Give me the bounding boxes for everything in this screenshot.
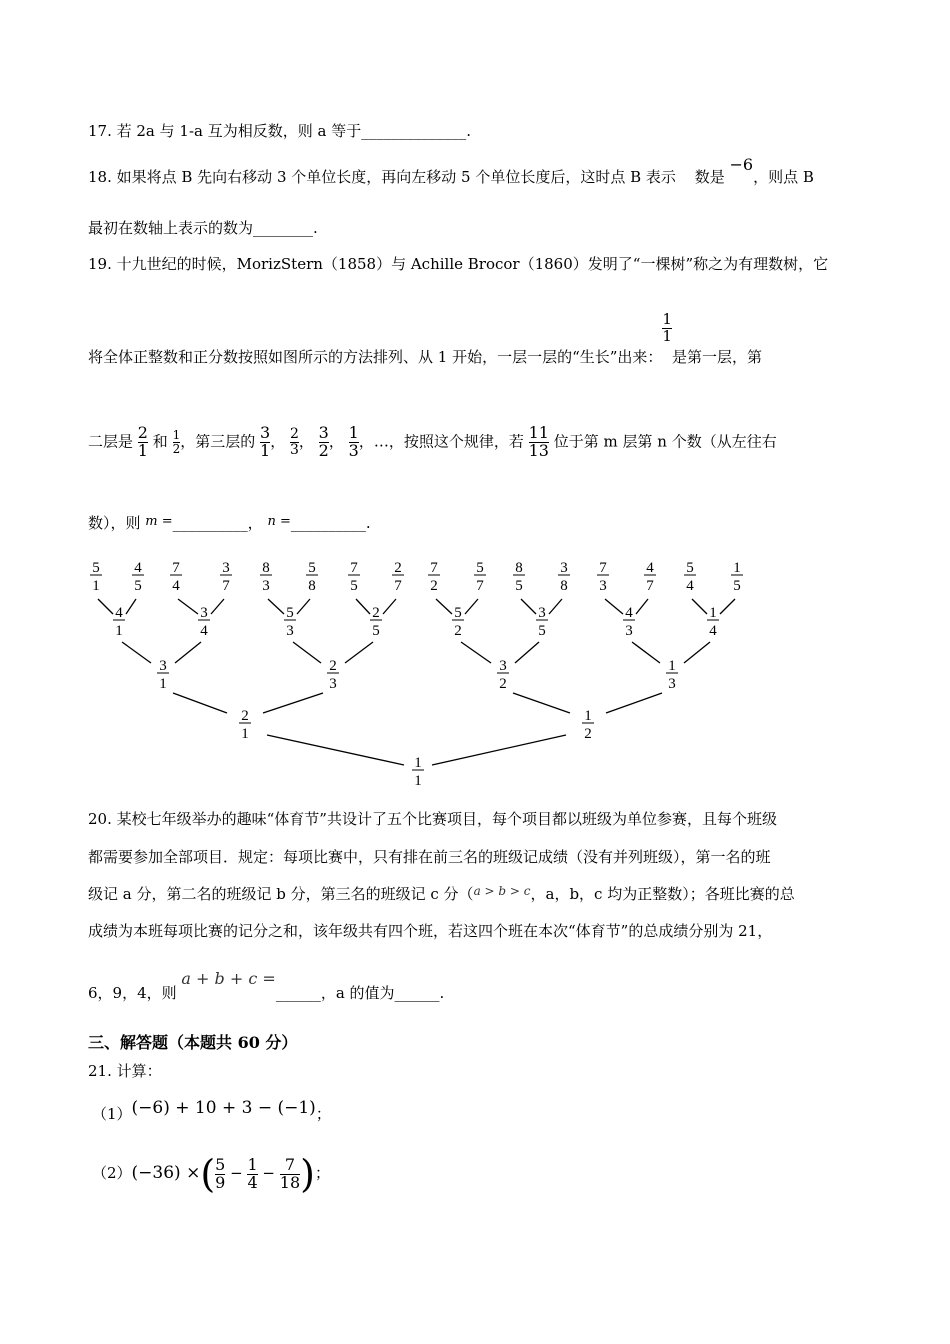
frac-numerator: 3 [260, 423, 271, 442]
p2-prefix: (−36) × [131, 1163, 201, 1183]
p2-end: ； [314, 1164, 330, 1182]
tree-node-level5 [428, 560, 440, 594]
tree-edge [513, 693, 570, 713]
q17-text: 17. 若 2a 与 1-a 互为相反数，则 a 等于 [88, 122, 362, 140]
tree-numerator: 5 [454, 605, 462, 621]
tree-edge [605, 599, 623, 614]
tree-numerator: 5 [92, 560, 100, 576]
tree-denominator: 3 [262, 578, 270, 594]
q20-line2: 都需要参加全部项目．规定：每项比赛中，只有排在前三名的班级记成绩（没有并列班级），第一名的班 [88, 848, 771, 866]
frac-denominator: 1 [662, 326, 672, 345]
p2-frac-2 [247, 1154, 258, 1192]
frac-numerator: 1 [247, 1154, 258, 1174]
q19-line4 [88, 512, 371, 533]
tree-numerator: 3 [200, 605, 208, 621]
q20-line3 [88, 883, 795, 904]
tree-edge [345, 642, 373, 663]
tree-node-level5 [220, 560, 232, 594]
q18-line2: 最初在数轴上表示的数为________. [88, 219, 318, 237]
tree-edge [515, 642, 539, 663]
p1-label: （1） [92, 1105, 132, 1123]
tree-numerator: 5 [476, 560, 484, 576]
tree-numerator: 7 [172, 560, 180, 576]
tree-numerator: 1 [733, 560, 741, 576]
tree-numerator: 5 [286, 605, 294, 621]
tree-edge [465, 599, 478, 614]
tree-numerator: 7 [350, 560, 358, 576]
q20-line4: 成绩为本班每项比赛的记分之和，该年级共有四个班，若这四个班在本次“体育节”的总成绩分别为 21， [88, 922, 773, 940]
tree-denominator: 3 [668, 676, 676, 692]
tree-denominator: 2 [584, 726, 592, 742]
tree-denominator: 3 [625, 623, 633, 639]
tree-numerator: 2 [394, 560, 402, 576]
tree-edge [521, 599, 536, 614]
tree-node-level3 [666, 658, 678, 692]
tree-node-level5 [348, 560, 360, 594]
tree-edge [98, 599, 113, 614]
q20-expression: a + b + c = [181, 969, 276, 988]
tree-denominator: 2 [454, 623, 462, 639]
q19-text-f: ，…，按照这个规律，若 [358, 432, 524, 451]
tree-edge [692, 599, 707, 614]
tree-denominator: 1 [414, 773, 422, 789]
tree-edge [293, 642, 321, 663]
tree-node-level4 [284, 605, 296, 639]
tree-numerator: 3 [538, 605, 546, 621]
tree-numerator: 1 [668, 658, 676, 674]
tree-numerator: 7 [599, 560, 607, 576]
blank-n: __________. [290, 514, 371, 532]
tree-numerator: 5 [686, 560, 694, 576]
right-paren: ) [300, 1152, 315, 1196]
tree-node-level5 [513, 560, 525, 594]
frac-denominator: 9 [215, 1172, 226, 1192]
tree-denominator: 7 [646, 578, 654, 594]
tree-denominator: 8 [308, 578, 316, 594]
q19-line1: 19. 十九世纪的时候，MorizStern（1858）与 Achille Brocor（1860）发明了“一棵树”称之为有理数树，它 [88, 255, 829, 273]
tree-numerator: 1 [709, 605, 717, 621]
tree-node-level2 [239, 708, 251, 742]
q20-condition: a > b > c [473, 884, 531, 898]
tree-denominator: 5 [134, 578, 142, 594]
tree-numerator: 1 [414, 755, 422, 771]
frac-denominator: 1 [260, 440, 271, 460]
tree-edge [122, 642, 151, 663]
q19-text-c: 二层是 [88, 432, 134, 451]
frac-denominator: 4 [247, 1172, 258, 1192]
section-title: 三、解答题（本题共 60 分） [88, 1033, 298, 1052]
tree-denominator: 2 [430, 578, 438, 594]
layer3-frac-1 [260, 425, 270, 460]
tree-edge [684, 642, 710, 663]
q19-text-a: 将全体正整数和正分数按照如图所示的方法排列、从 1 开始，一层一层的“生长”出来： [88, 348, 663, 367]
tree-numerator: 8 [515, 560, 523, 576]
tree-denominator: 1 [159, 676, 167, 692]
frac-denominator: 3 [289, 441, 299, 458]
tree-node-level5 [474, 560, 486, 594]
layer3-frac-3 [319, 425, 329, 460]
n-label: n = [267, 514, 291, 529]
tree-numerator: 7 [430, 560, 438, 576]
frac-numerator: 1 [348, 423, 359, 442]
tree-node-level4 [623, 605, 635, 639]
layer3-frac-4 [349, 425, 359, 460]
tree-node-level5 [684, 560, 696, 594]
frac-numerator: 1 [662, 310, 672, 328]
tree-numerator: 4 [115, 605, 123, 621]
tree-numerator: 3 [159, 658, 167, 674]
frac-denominator: 18 [279, 1172, 301, 1192]
tree-edge [268, 599, 284, 614]
tree-node-level3 [497, 658, 509, 692]
q19-first-fraction [662, 312, 672, 345]
tree-node-level5 [597, 560, 609, 594]
tree-numerator: 3 [499, 658, 507, 674]
tree-node-level5 [392, 560, 404, 594]
tree-denominator: 3 [286, 623, 294, 639]
tree-denominator: 1 [115, 623, 123, 639]
tree-edge [436, 599, 452, 614]
tree-denominator: 5 [350, 578, 358, 594]
left-paren: ( [200, 1152, 216, 1196]
tree-node-level4 [370, 605, 382, 639]
q20-text-d: ______，a 的值为______. [275, 984, 445, 1002]
tree-edge [211, 599, 224, 614]
layer3-frac-2 [290, 427, 299, 457]
tree-numerator: 4 [134, 560, 142, 576]
frac-denominator: 2 [318, 440, 329, 460]
p2-frac-3 [279, 1154, 301, 1192]
frac-numerator: 11 [528, 423, 549, 442]
tree-node-level4 [198, 605, 210, 639]
q20-text-b: ，a，b，c 均为正整数）；各班比赛的总 [530, 885, 795, 903]
tree-denominator: 7 [222, 578, 230, 594]
tree-denominator: 7 [394, 578, 402, 594]
layer2-frac-1 [138, 425, 148, 460]
question-18 [88, 155, 814, 187]
tree-edge [356, 599, 370, 614]
p2-frac-1 [215, 1154, 226, 1192]
m-label: m = [145, 514, 173, 529]
tree-numerator: 3 [222, 560, 230, 576]
tree-node-level5 [260, 560, 272, 594]
tree-numerator: 3 [560, 560, 568, 576]
q19-line2 [88, 310, 762, 367]
tree-denominator: 3 [599, 578, 607, 594]
tree-edge [126, 599, 136, 614]
tree-edge [432, 735, 566, 765]
tree-edge [383, 599, 396, 614]
tree-node-level5 [170, 560, 182, 594]
tree-edge [297, 599, 310, 614]
p1-end: ； [315, 1105, 331, 1123]
tree-numerator: 4 [646, 560, 654, 576]
tree-numerator: 2 [241, 708, 249, 724]
tree-node-level4 [452, 605, 464, 639]
tree-node-level3 [157, 658, 169, 692]
tree-edge [632, 642, 660, 663]
question-17 [88, 120, 471, 141]
frac-denominator: 2 [172, 441, 181, 456]
frac-numerator: 2 [137, 423, 148, 442]
tree-node-level4 [707, 605, 719, 639]
q20-line1: 20. 某校七年级举办的趣味“体育节”共设计了五个比赛项目，每个项目都以班级为单位参赛，且每个班级 [88, 810, 777, 828]
p1-expression: (−6) + 10 + 3 − (−1) [131, 1098, 316, 1118]
q20-text-c: 6，9，4，则 [88, 984, 177, 1002]
q21-part2: （2）(−36) ×( $\frac{5}{9}$ − $\frac{1}{4}$ − $\frac{7}{18}$ )； [92, 1152, 330, 1196]
tree-numerator: 2 [372, 605, 380, 621]
tree-denominator: 2 [499, 676, 507, 692]
tree-denominator: 5 [538, 623, 546, 639]
tree-denominator: 5 [733, 578, 741, 594]
tree-edge [720, 599, 735, 614]
q19-text-h: 数），则 [88, 514, 141, 532]
q19-text-g: 位于第 m 层第 n 个数（从左往右 [553, 432, 777, 451]
blank-m: __________， [172, 514, 263, 532]
tree-node-level4 [113, 605, 125, 639]
tree-denominator: 5 [515, 578, 523, 594]
tree-denominator: 1 [241, 726, 249, 742]
q20-text-a: 级记 a 分，第二名的班级记 b 分，第三名的班级记 c 分（ [88, 885, 474, 903]
tree-edge [636, 599, 648, 614]
tree-denominator: 3 [329, 676, 337, 692]
tree-node-level5 [644, 560, 656, 594]
tree-node-level1 [412, 755, 424, 789]
q18-text-a: 18. 如果将点 B 先向右移动 3 个单位长度，再向左移动 5 个单位长度后，这时点 B 表示 [88, 168, 676, 186]
tree-node-level5 [731, 560, 743, 594]
q17-suffix: . [466, 122, 471, 140]
tree-node-level5 [306, 560, 318, 594]
tree-numerator: 5 [308, 560, 316, 576]
frac-denominator: 1 [137, 440, 148, 460]
tree-edge [175, 642, 201, 663]
tree-node-level2 [582, 708, 594, 742]
tree-numerator: 8 [262, 560, 270, 576]
q19-text-e: ，第三层的 [180, 432, 256, 451]
frac-numerator: 5 [215, 1154, 226, 1174]
q19-line3: 二层是 $\frac{2}{1}$ 和 $\frac{1}{2}$ ，第三层的 $\frac{3}{1}$ ， $\frac{2}{3}$ ， $\frac{3}{2}$ ， $\frac{1}{3}$ ，…，按照这个规律，若 $\frac{11}{13}$ 位于第 m 层第 n 个数（从左往右 [88, 423, 777, 460]
tree-node-level5 [90, 560, 102, 594]
tree-denominator: 8 [560, 578, 568, 594]
q18-text-c: ，则点 B [753, 168, 814, 186]
q19-text-b: 是第一层，第 [671, 348, 762, 367]
tree-denominator: 7 [476, 578, 484, 594]
tree-edge [606, 693, 662, 713]
tree-denominator: 5 [372, 623, 380, 639]
tree-numerator: 1 [584, 708, 592, 724]
q18-text-b: 数是 [694, 168, 725, 186]
frac-numerator: 1 [172, 428, 181, 443]
tree-numerator: 4 [625, 605, 633, 621]
q21-part1 [92, 1097, 331, 1123]
tree-edge [173, 693, 227, 713]
tree-edge [549, 599, 562, 614]
tree-node-level5 [132, 560, 144, 594]
tree-denominator: 4 [686, 578, 694, 594]
tree-numerator: 2 [329, 658, 337, 674]
tree-edge [263, 693, 323, 713]
tree-edge [461, 642, 491, 663]
tree-denominator: 4 [172, 578, 180, 594]
tree-denominator: 4 [200, 623, 208, 639]
q21-title: 21. 计算： [88, 1062, 162, 1080]
frac-denominator: 3 [348, 440, 359, 460]
q18-value: −6 [729, 155, 754, 174]
tree-denominator: 1 [92, 578, 100, 594]
tree-node-level4 [536, 605, 548, 639]
q20-line5 [88, 969, 445, 1003]
frac-numerator: 2 [289, 426, 299, 443]
tree-denominator: 4 [709, 623, 717, 639]
frac-numerator: 7 [284, 1154, 296, 1174]
p2-label: （2） [92, 1164, 132, 1182]
tree-node-level5 [558, 560, 570, 594]
rational-number-tree-figure [0, 555, 950, 790]
target-fraction [529, 425, 549, 460]
tree-node-level3 [327, 658, 339, 692]
frac-denominator: 13 [528, 440, 549, 460]
frac-numerator: 3 [318, 423, 329, 442]
tree-edge [267, 735, 404, 765]
tree-edge [178, 599, 198, 614]
q17-blank: ______________ [361, 122, 467, 140]
q19-text-d: 和 [152, 432, 168, 451]
